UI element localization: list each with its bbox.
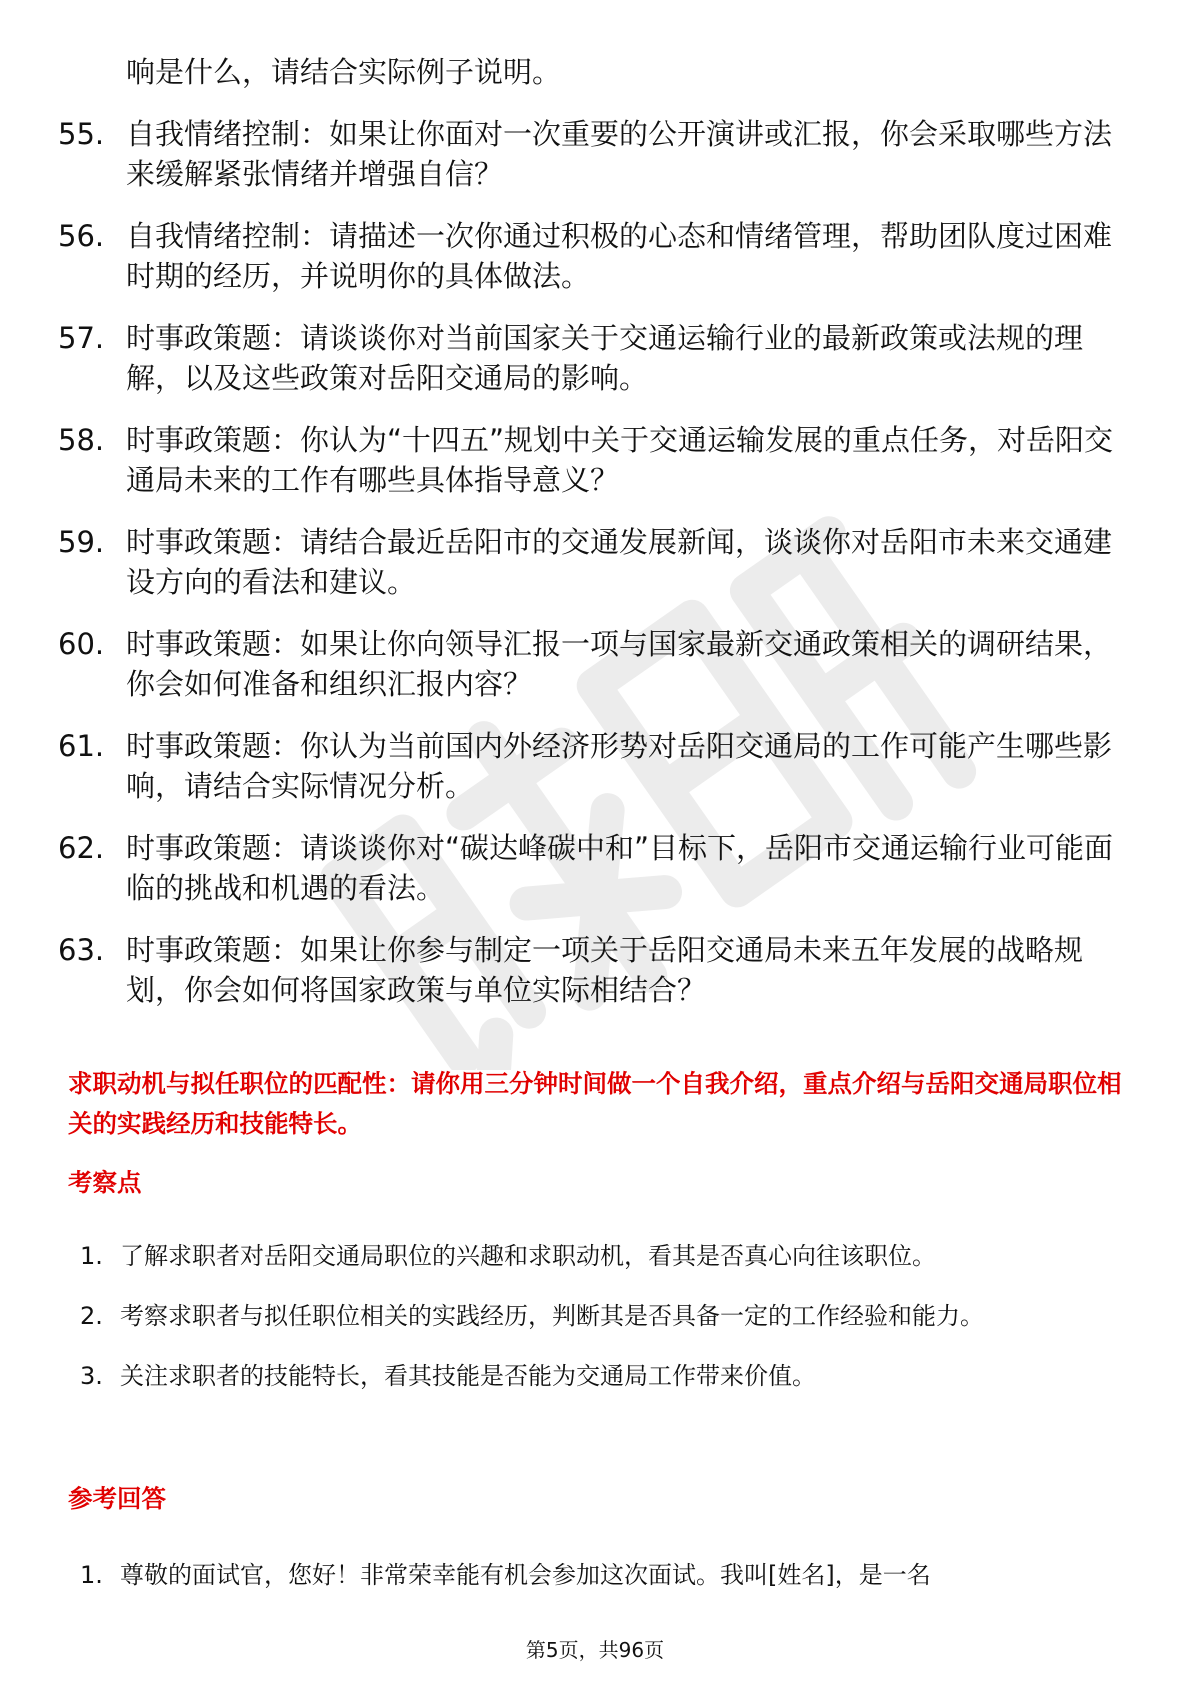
question-text: 时事政策题：如果让你参与制定一项关于岳阳交通局未来五年发展的战略规划，你会如何将国家政策与单位实际相结合？: [126, 933, 1084, 1007]
answer-label: 参考回答: [68, 1484, 166, 1513]
question-item: [58, 52, 1118, 92]
answer-number: 1.: [80, 1561, 103, 1589]
point-text: 了解求职者对岳阳交通局职位的兴趣和求职动机，看其是否真心向往该职位。: [120, 1242, 936, 1270]
question-text: 响是什么，请结合实际例子说明。: [126, 55, 562, 89]
question-text: 时事政策题：请谈谈你对当前国家关于交通运输行业的最新政策或法规的理解，以及这些政策对岳阳交通局的影响。: [126, 321, 1084, 395]
question-text: 时事政策题：请谈谈你对“碳达峰碳中和”目标下，岳阳市交通运输行业可能面临的挑战和机遇的看法。: [126, 831, 1114, 905]
question-item: [58, 522, 1118, 602]
section-heading: 求职动机与拟任职位的匹配性：请你用三分钟时间做一个自我介绍，重点介绍与岳阳交通局职位相关的实践经历和技能特长。: [68, 1069, 1122, 1138]
points-list: [80, 1226, 1130, 1406]
question-text: 时事政策题：你认为当前国内外经济形势对岳阳交通局的工作可能产生哪些影响，请结合实际情况分析。: [126, 729, 1113, 803]
question-number: [58, 52, 126, 92]
question-text: 时事政策题：请结合最近岳阳市的交通发展新闻，谈谈你对岳阳市未来交通建设方向的看法和建议。: [126, 525, 1113, 599]
question-text: 自我情绪控制：请描述一次你通过积极的心态和情绪管理，帮助团队度过困难时期的经历，并说明你的具体做法。: [126, 219, 1113, 293]
answer-item: [80, 1545, 1130, 1605]
answer-list: [80, 1545, 1130, 1605]
question-text: 时事政策题：如果让你向领导汇报一项与国家最新交通政策相关的调研结果，你会如何准备和组织汇报内容？: [126, 627, 1113, 701]
point-item: [80, 1346, 1130, 1406]
question-item: [58, 930, 1118, 1010]
question-item: [58, 216, 1118, 296]
question-list: [58, 52, 1118, 1032]
question-item: [58, 318, 1118, 398]
question-item: [58, 114, 1118, 194]
points-label: 考察点: [68, 1168, 142, 1197]
question-number: 58.: [58, 423, 105, 457]
question-item: [58, 624, 1118, 704]
point-item: [80, 1226, 1130, 1286]
question-number: 62.: [58, 831, 105, 865]
question-item: [58, 420, 1118, 500]
question-number: 63.: [58, 933, 105, 967]
question-number: 59.: [58, 525, 105, 559]
page-footer: 第5页，共96页: [525, 1638, 665, 1662]
question-number: 55.: [58, 117, 105, 151]
question-item: [58, 726, 1118, 806]
point-text: 考察求职者与拟任职位相关的实践经历，判断其是否具备一定的工作经验和能力。: [120, 1302, 984, 1330]
question-item: [58, 828, 1118, 908]
question-number: 61.: [58, 729, 105, 763]
question-number: 57.: [58, 321, 105, 355]
point-number: 2.: [80, 1302, 103, 1330]
point-item: [80, 1286, 1130, 1346]
question-number: 56.: [58, 219, 105, 253]
question-text: 自我情绪控制：如果让你面对一次重要的公开演讲或汇报，你会采取哪些方法来缓解紧张情绪并增强自信？: [126, 117, 1113, 191]
question-text: 时事政策题：你认为“十四五”规划中关于交通运输发展的重点任务，对岳阳交通局未来的工作有哪些具体指导意义？: [126, 423, 1114, 497]
point-number: 3.: [80, 1362, 103, 1390]
question-number: 60.: [58, 627, 105, 661]
answer-text: 尊敬的面试官，您好！非常荣幸能有机会参加这次面试。我叫[姓名]，是一名: [120, 1561, 931, 1589]
point-text: 关注求职者的技能特长，看其技能是否能为交通局工作带来价值。: [120, 1362, 816, 1390]
point-number: 1.: [80, 1242, 103, 1270]
